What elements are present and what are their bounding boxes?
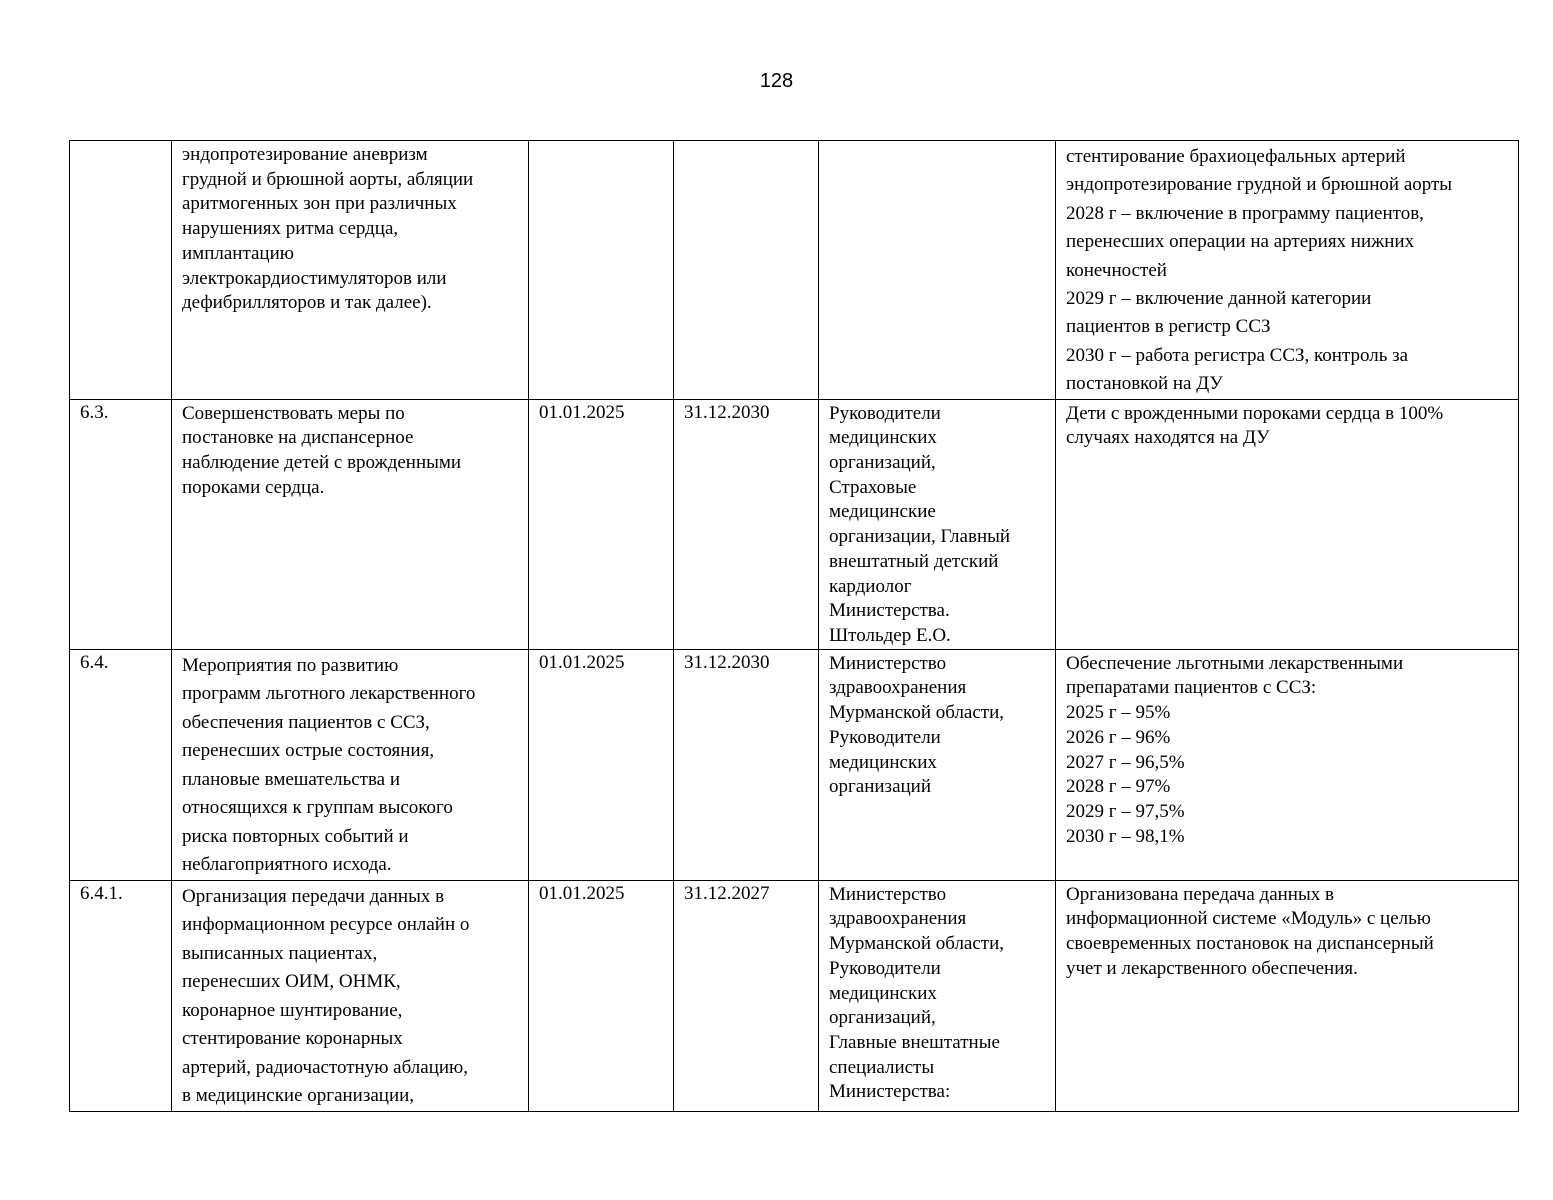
result-cell: Обеспечение льготными лекарственными препаратами пациентов с ССЗ: 2025 г – 95% 2026 г – 96% 2027 г – 96,5% 2028 г – 97% 2029 г – 97,5% 2030 г – 98,1% [1056,649,1519,880]
responsible-cell: Министерство здравоохранения Мурманской области, Руководители медицинских организаций, Главные внештатные специалисты Министерства: [819,880,1056,1111]
result-cell: Дети с врожденными пороками сердца в 100% случаях находятся на ДУ [1056,399,1519,649]
start-date-cell [529,141,674,400]
table-row [70,649,1519,880]
result-cell: стентирование брахиоцефальных артерий эндопротезирование грудной и брюшной аорты 2028 г – включение в программу пациентов, перенесших операции на артериях нижних конечностей 2029 г – включение данной категории пациентов в регистр ССЗ 2030 г – работа регистра ССЗ, контроль за постановкой на ДУ [1056,141,1519,400]
end-date-cell [674,141,819,400]
table-row [70,880,1519,1111]
task-cell: Мероприятия по развитию программ льготного лекарственного обеспечения пациентов с ССЗ, перенесших острые состояния, плановые вмешательства и относящихся к группам высокого риска повторных событий и неблагоприятного исхода. [172,649,529,880]
result-cell: Организована передача данных в информационной системе «Модуль» с целью своевременных постановок на диспансерный учет и лекарственного обеспечения. [1056,880,1519,1111]
end-date-cell: 31.12.2030 [674,649,819,880]
table-row [70,141,1519,400]
responsible-cell: Министерство здравоохранения Мурманской области, Руководители медицинских организаций [819,649,1056,880]
task-cell: Организация передачи данных в информационном ресурсе онлайн о выписанных пациентах, перенесших ОИМ, ОНМК, коронарное шунтирование, стентирование коронарных артерий, радиочастотную аблацию, в медицинские организации, [172,880,529,1111]
page-number: 128 [759,70,794,92]
responsible-cell: Руководители медицинских организаций, Страховые медицинские организации, Главный внештатный детский кардиолог Министерства. Штольдер Е.О. [819,399,1056,649]
task-cell: Совершенствовать меры по постановке на диспансерное наблюдение детей с врожденными пороками сердца. [172,399,529,649]
row-number-cell: 6.3. [70,399,172,649]
start-date-cell: 01.01.2025 [529,880,674,1111]
task-cell: эндопротезирование аневризм грудной и брюшной аорты, абляции аритмогенных зон при различных нарушениях ритма сердца, имплантацию электрокардиостимуляторов или дефибрилляторов и так далее). [172,141,529,400]
start-date-cell: 01.01.2025 [529,399,674,649]
end-date-cell: 31.12.2027 [674,880,819,1111]
table-row [70,399,1519,649]
row-number-cell: 6.4.1. [70,880,172,1111]
row-number-cell [70,141,172,400]
row-number-cell: 6.4. [70,649,172,880]
action-plan-table [69,140,1519,1112]
responsible-cell [819,141,1056,400]
start-date-cell: 01.01.2025 [529,649,674,880]
end-date-cell: 31.12.2030 [674,399,819,649]
